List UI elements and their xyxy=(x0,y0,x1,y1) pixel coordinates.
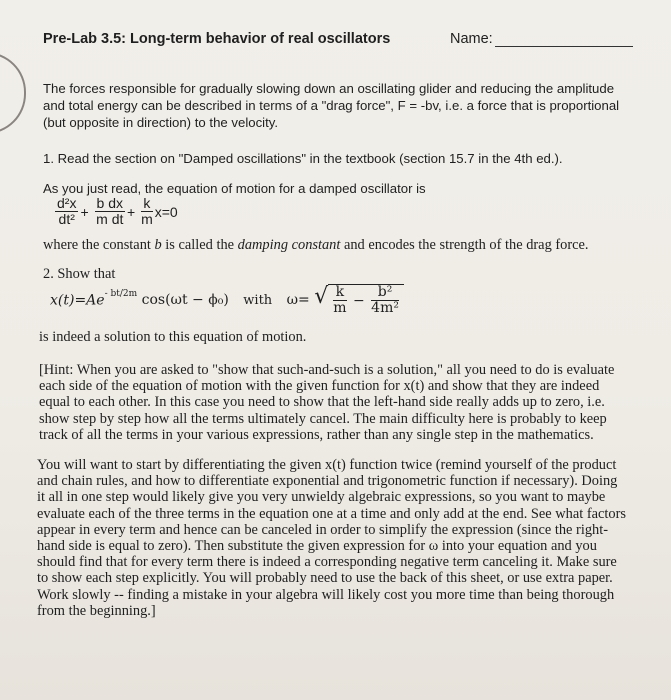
frac-bdx: $\frac{\text{b dx}}{\text{m dt}}$ xyxy=(96,195,124,227)
equation-of-motion: $\frac{\text{d²x}}{\text{dt²}}$ + $\frac{\text{b dx}}{\text{m dt}}$ + $\frac{k}{m}$ x=0 xyxy=(57,195,178,227)
name-label: Name: xyxy=(450,31,493,47)
question-2: 2. Show that xyxy=(43,266,116,282)
solution-equation: $x(t)=Ae^{- bt/2m}$ cos(ωt − ϕ₀) with ω= √ $\frac{k}{m}$ − $\frac{\text{b²}}{\text{4m²}}$ xyxy=(50,284,404,316)
question-1: 1. Read the section on "Damped oscillations" in the textbook (section 15.7 in the 4th ed.). xyxy=(43,151,563,166)
hint-paragraph: [Hint: When you are asked to "show that such-and-such is a solution," all you need to do is evaluate each side of the equation of motion with the given function for x(t) and show that they are indeed equal to each other. In this case you need to show that the left-hand side really adds up to zero, i.e. show step by step how all the terms ultimately cancel. The main difficulty here is probably to keep track of all the terms in your various expressions, rather than any single step in the mathematics. xyxy=(39,362,615,443)
instructions-paragraph: You will want to start by differentiating the given x(t) function twice (remind yourself of the product and chain rules, and how to differentiate exponential and trigonometric function if necessary). Doing it all in one step would likely give you very unwieldy algebraic expressions, so you want to maybe evaluate each of the three terms in the equation one at a time and only add at the end. See what factors appear in every term and hence can be canceled in order to simplify the expression (since the right-hand side is equal to zero). Then substitute the given expression for ω into your equation and you should find that for every term there is indeed a corresponding negative term canceling it. Make sure to show each step explicitly. You will probably need to use the back of this sheet, or use extra paper. Work slowly -- finding a mistake in your algebra will likely cost you more time than being thorough from the beginning.] xyxy=(37,457,626,619)
damping-constant-text: where the constant b is called the damping constant and encodes the strength of the drag force. xyxy=(43,237,589,253)
intro-paragraph: The forces responsible for gradually slowing down an oscillating glider and reducing the amplitude and total energy can be described in terms of a "drag force", F = -bv, i.e. a force that is proportional (but opposite in direction) to the velocity. xyxy=(43,81,620,130)
frac-d2x: $\frac{\text{d²x}}{\text{dt²}}$ xyxy=(57,195,77,227)
solution-claim: is indeed a solution to this equation of motion. xyxy=(39,329,307,345)
binder-hole xyxy=(0,52,26,134)
name-blank-line xyxy=(495,32,633,47)
page-title: Pre-Lab 3.5: Long-term behavior of real oscillators xyxy=(43,31,391,47)
name-field xyxy=(450,31,633,47)
equation-lead: As you just read, the equation of motion for a damped oscillator is xyxy=(43,181,426,196)
frac-k-m: $\frac{k}{m}$ xyxy=(141,195,153,227)
omega-sqrt: √ $\frac{k}{m}$ − $\frac{\text{b²}}{\text{4m²}}$ xyxy=(314,284,404,316)
